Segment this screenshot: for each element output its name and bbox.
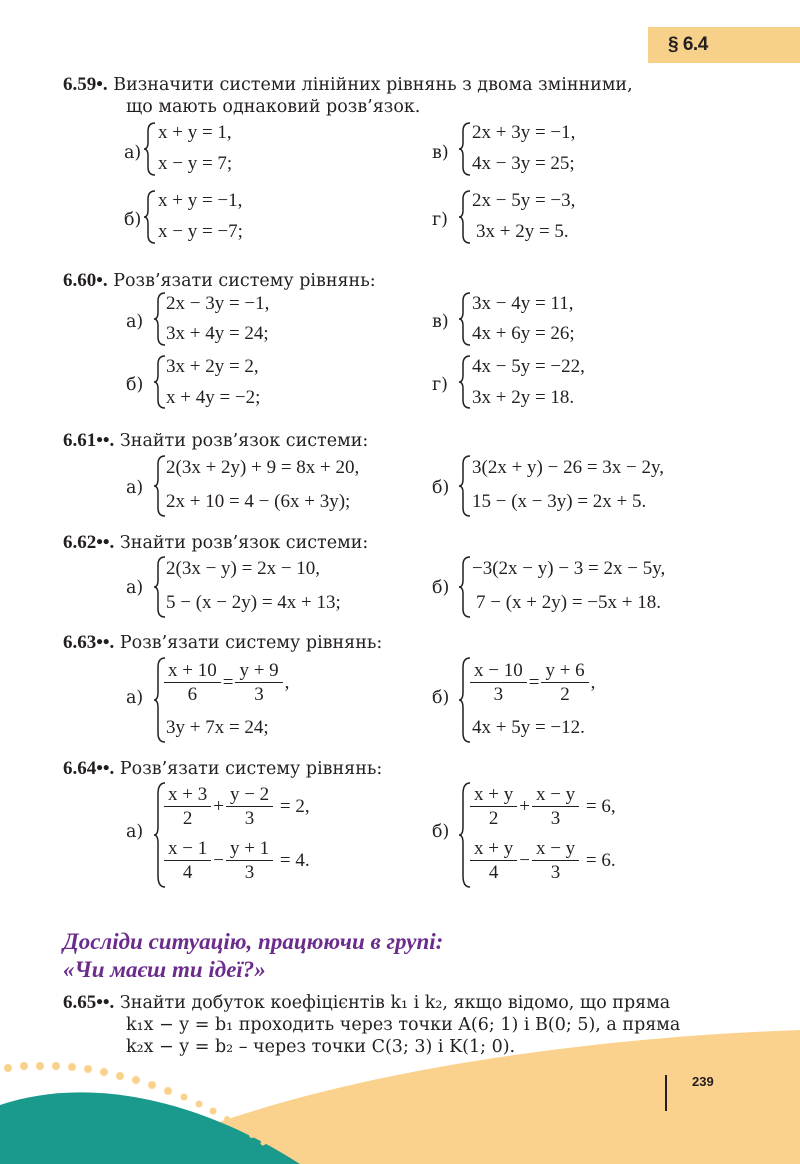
equation: x − y = −7; — [158, 221, 243, 242]
problem-number: 6.60•. — [63, 270, 108, 291]
label-g: г) — [432, 375, 448, 395]
equation: 4x − 3y = 25; — [472, 153, 575, 174]
equation: 3x + 2y = 18. — [472, 387, 575, 408]
group-heading-line2: «Чи маєш ти ідеї?» — [63, 957, 266, 982]
section-tab: § 6.4 — [648, 27, 800, 63]
left-brace — [458, 122, 472, 176]
left-brace — [153, 455, 167, 517]
problem-text: Розв’язати систему рівнянь: — [113, 271, 376, 291]
equation: 2(3x − y) = 2x − 10, — [166, 558, 321, 579]
problem-text: Розв’язати систему рівнянь: — [119, 633, 383, 653]
left-brace — [458, 455, 472, 517]
left-brace — [458, 556, 472, 618]
problem-6-61-header — [63, 430, 368, 452]
equation: 3x + 4y = 24; — [166, 323, 269, 344]
fraction: $\frac{y - 2}{3}$ — [226, 784, 273, 831]
equation: 2x + 10 = 4 − (6x + 3y); — [166, 491, 351, 512]
equation: 3(2x + y) − 26 = 3x − 2y, — [472, 457, 665, 478]
fraction-equation: $\frac{x + y}{4}$ − $\frac{x - y}{3}$ = 6. — [468, 838, 616, 885]
left-brace — [458, 190, 472, 244]
problem-6-63-header — [63, 632, 382, 654]
equation: 3y + 7x = 24; — [166, 717, 269, 738]
problem-6-59-header — [63, 74, 633, 96]
equation: 2x − 5y = −3, — [472, 190, 576, 211]
label-a: а) — [126, 688, 144, 708]
problem-text: Знайти розв’язок системи: — [119, 533, 369, 553]
equation: 2(3x + 2y) + 9 = 8x + 20, — [166, 457, 360, 478]
label-a: а) — [126, 578, 144, 598]
fraction: $\frac{x + y}{2}$ — [470, 784, 517, 831]
equation: 7 − (x + 2y) = −5x + 18. — [476, 592, 661, 613]
label-b: б) — [432, 578, 450, 598]
fraction-equation: $\frac{x + 10}{6}$ = $\frac{y + 9}{3}$ , — [162, 660, 289, 707]
page-number-divider — [665, 1075, 667, 1111]
left-brace — [153, 556, 167, 618]
left-brace — [153, 355, 167, 409]
left-brace — [143, 122, 157, 176]
equation: x + 4y = −2; — [166, 387, 261, 408]
problem-text: Визначити системи лінійних рівнянь з двома змінними, — [113, 75, 633, 95]
label-b: б) — [124, 210, 142, 230]
equation: 2x − 3y = −1, — [166, 293, 270, 314]
problem-text-cont: k₂x − y = b₂ – через точки C(3; 3) і K(1; 0). — [126, 1037, 516, 1057]
problem-text: Знайти добуток коефіцієнтів k₁ і k₂, якщо відомо, що пряма — [119, 993, 671, 1013]
equation: 2x + 3y = −1, — [472, 122, 576, 143]
equation: −3(2x − y) − 3 = 2x − 5y, — [472, 558, 666, 579]
fraction: $\frac{x - 10}{3}$ — [470, 660, 527, 707]
fraction: $\frac{x + y}{4}$ — [470, 838, 517, 885]
equation: x + y = 1, — [158, 122, 232, 143]
equation: 4x + 6y = 26; — [472, 323, 575, 344]
label-a: а) — [126, 478, 144, 498]
fraction: $\frac{y + 1}{3}$ — [226, 838, 273, 885]
problem-number: 6.63••. — [63, 632, 115, 653]
problem-text-cont: k₁x − y = b₁ проходить через точки A(6; 1) і B(0; 5), а пряма — [126, 1015, 681, 1035]
label-b: б) — [432, 822, 450, 842]
fraction-equation: $\frac{x - 10}{3}$ = $\frac{y + 6}{2}$ , — [468, 660, 595, 707]
fraction: $\frac{x + 3}{2}$ — [164, 784, 211, 831]
equation: 4x + 5y = −12. — [472, 717, 585, 738]
left-brace — [143, 190, 157, 244]
label-b: б) — [432, 688, 450, 708]
equation: 4x − 5y = −22, — [472, 356, 585, 377]
problem-number: 6.65••. — [63, 992, 115, 1013]
problem-number: 6.62••. — [63, 532, 115, 553]
equation: x + y = −1, — [158, 190, 243, 211]
equation: 3x + 2y = 2, — [166, 356, 259, 377]
fraction: $\frac{x - y}{3}$ — [532, 838, 579, 885]
equation: 15 − (x − 3y) = 2x + 5. — [472, 491, 647, 512]
equation: 3x − 4y = 11, — [472, 293, 574, 314]
group-heading-line1: Досліди ситуацію, працюючи в групі: — [63, 929, 444, 954]
fraction-equation: $\frac{x + 3}{2}$ + $\frac{y - 2}{3}$ = 2, — [162, 784, 310, 831]
fraction-equation: $\frac{x - 1}{4}$ − $\frac{y + 1}{3}$ = 4. — [162, 838, 310, 885]
page-number: 239 — [692, 1074, 714, 1089]
label-a: а) — [126, 312, 144, 332]
problem-6-65-header — [63, 992, 670, 1014]
problem-number: 6.61••. — [63, 430, 115, 451]
label-g: г) — [432, 210, 448, 230]
equation: 3x + 2y = 5. — [476, 221, 569, 242]
label-v: в) — [432, 312, 449, 332]
problem-6-62-header — [63, 532, 368, 554]
left-brace — [153, 292, 167, 346]
fraction: $\frac{x - 1}{4}$ — [164, 838, 211, 885]
fraction-equation: $\frac{x + y}{2}$ + $\frac{x - y}{3}$ = 6, — [468, 784, 616, 831]
left-brace — [458, 355, 472, 409]
label-a: а) — [124, 143, 142, 163]
problem-number: 6.59•. — [63, 74, 108, 95]
left-brace — [458, 292, 472, 346]
fraction: $\frac{y + 6}{2}$ — [541, 660, 588, 707]
fraction: $\frac{x - y}{3}$ — [532, 784, 579, 831]
label-b: б) — [432, 478, 450, 498]
equation: x − y = 7; — [158, 153, 233, 174]
fraction: $\frac{x + 10}{6}$ — [164, 660, 221, 707]
label-v: в) — [432, 143, 449, 163]
problem-6-60-header — [63, 270, 376, 292]
problem-text: Знайти розв’язок системи: — [119, 431, 369, 451]
problem-text: Розв’язати систему рівнянь: — [119, 759, 383, 779]
label-b: б) — [126, 375, 144, 395]
problem-6-64-header — [63, 758, 382, 780]
equation: 5 − (x − 2y) = 4x + 13; — [166, 592, 341, 613]
problem-text-cont: що мають однаковий розв’язок. — [126, 97, 421, 117]
problem-number: 6.64••. — [63, 758, 115, 779]
label-a: а) — [126, 822, 144, 842]
fraction: $\frac{y + 9}{3}$ — [235, 660, 282, 707]
